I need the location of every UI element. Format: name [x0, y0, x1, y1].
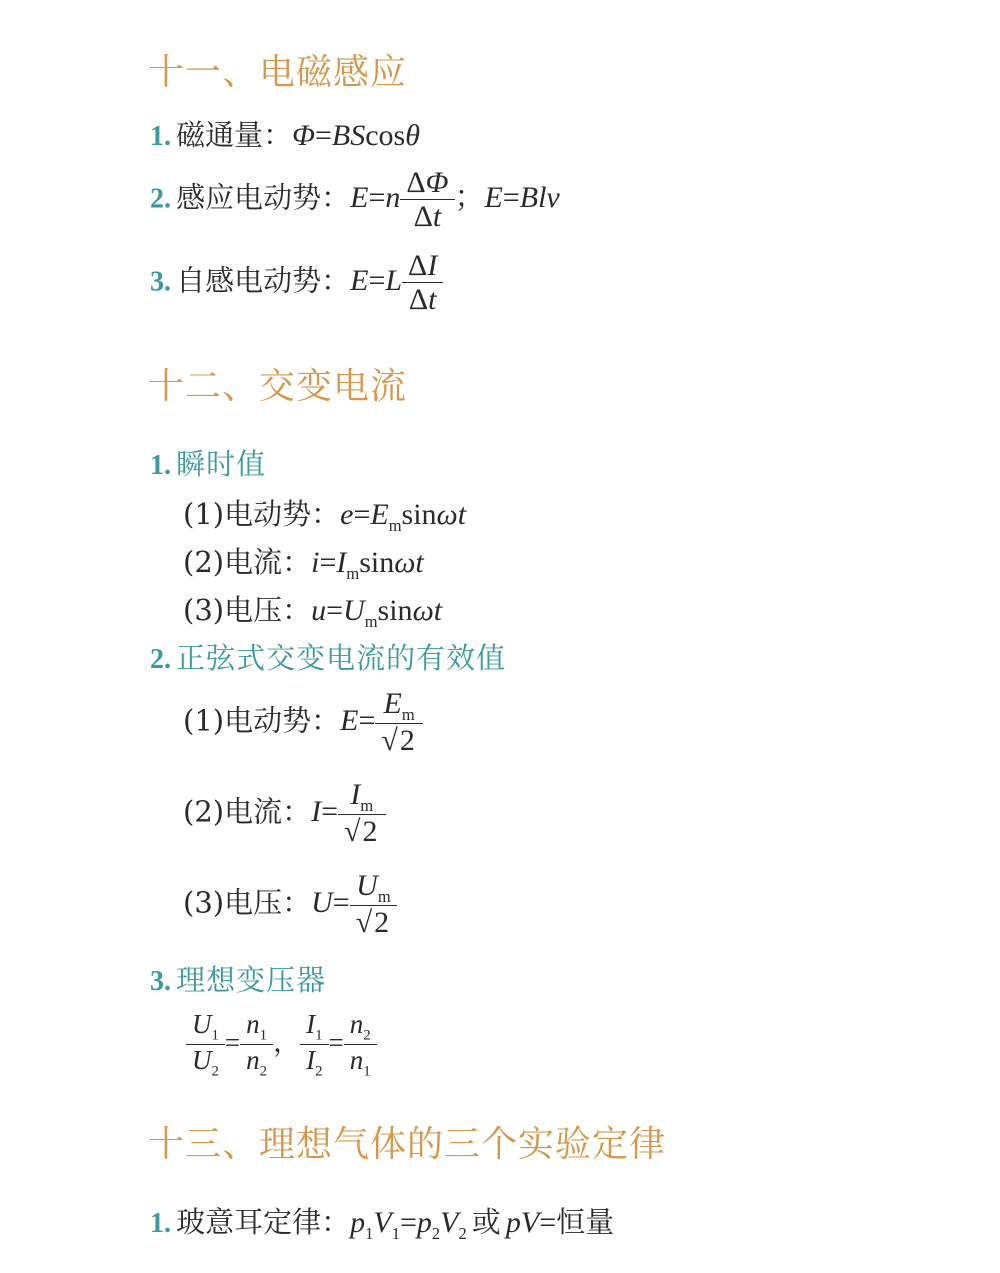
row-label: 电压：: [224, 593, 312, 627]
row-instant-voltage: [183, 588, 442, 632]
row-label: 电动势：: [224, 703, 341, 738]
item-label: 感应电动势：: [176, 180, 351, 215]
formula-induced-emf: E=n $\frac{\Delta\Phi}{\Delta t}$ ；E=Blv: [350, 166, 560, 233]
item-self-induced-emf: [150, 250, 443, 317]
constant-word: 恒量: [556, 1205, 615, 1239]
formula-self-induced-emf: E=L $\frac{\Delta I}{\Delta t}$: [350, 264, 443, 297]
section-title-13: 十三、理想气体的三个实验定律: [148, 1124, 667, 1165]
group-heading-transformer: [150, 958, 326, 999]
formula-instant-emf: $e=E_m\sin\omega t$: [340, 498, 467, 535]
row-index: (2): [183, 794, 225, 829]
row-label: 电流：: [224, 794, 312, 829]
row-effective-current: [183, 779, 386, 850]
group-heading-instantaneous: [150, 442, 266, 483]
formula-effective-emf: E= $\frac{E_m}{√2}$: [340, 704, 423, 737]
item-label: 玻意耳定律：: [176, 1205, 351, 1239]
group-heading: 瞬时值: [176, 447, 267, 481]
item-magnetic-flux: [150, 113, 420, 154]
item-label: 自感电动势：: [176, 263, 351, 298]
item-number: 1.: [150, 121, 171, 152]
formula-magnetic-flux: Φ=BScosθ: [292, 119, 420, 152]
item-number: 1.: [150, 1208, 171, 1239]
item-boyle-law: [150, 1200, 614, 1244]
row-index: (3): [183, 885, 225, 920]
item-number: 1.: [150, 450, 171, 481]
formula-transformer: $\frac{U_1}{U_2}$ = $\frac{n_1}{n_2}$ ， $\frac{I_1}{I_2}$ = $\frac{n_2}{n_1}$: [186, 1010, 377, 1080]
row-index: (3): [183, 593, 225, 627]
row-label: 电压：: [224, 885, 312, 920]
row-label: 电流：: [224, 545, 312, 579]
section-title-11: 十一、电磁感应: [148, 52, 408, 93]
formula-boyle-law: $p_1V_1=p_2V_2$: [350, 1206, 467, 1243]
item-induced-emf: [150, 167, 560, 234]
row-index: (1): [183, 497, 225, 531]
section-title-12: 十二、交变电流: [148, 366, 408, 407]
group-heading-effective: [150, 636, 506, 677]
item-label: 磁通量：: [176, 118, 293, 152]
row-instant-emf: [183, 492, 466, 536]
formula-effective-voltage: U= $\frac{U_m}{√2}$: [311, 886, 397, 919]
formula-boyle-b: pV=: [505, 1206, 557, 1239]
row-label: 电动势：: [224, 497, 341, 531]
row-instant-current: [183, 540, 424, 584]
formula-effective-current: I= $\frac{I_m}{√2}$: [311, 795, 385, 828]
group-heading: 正弦式交变电流的有效值: [176, 641, 507, 675]
item-number: 3.: [150, 966, 171, 997]
formula-instant-voltage: $u=U_m\sin\omega t$: [311, 594, 443, 631]
item-number: 3.: [150, 266, 171, 298]
formula-instant-current: $i=I_m\sin\omega t$: [311, 546, 424, 583]
row-effective-voltage: [183, 870, 397, 941]
row-index: (1): [183, 703, 225, 738]
or-word: 或: [471, 1205, 501, 1239]
group-heading: 理想变压器: [176, 963, 327, 997]
row-index: (2): [183, 545, 225, 579]
row-effective-emf: [183, 688, 423, 759]
item-number: 2.: [150, 644, 171, 675]
item-number: 2.: [150, 183, 171, 215]
